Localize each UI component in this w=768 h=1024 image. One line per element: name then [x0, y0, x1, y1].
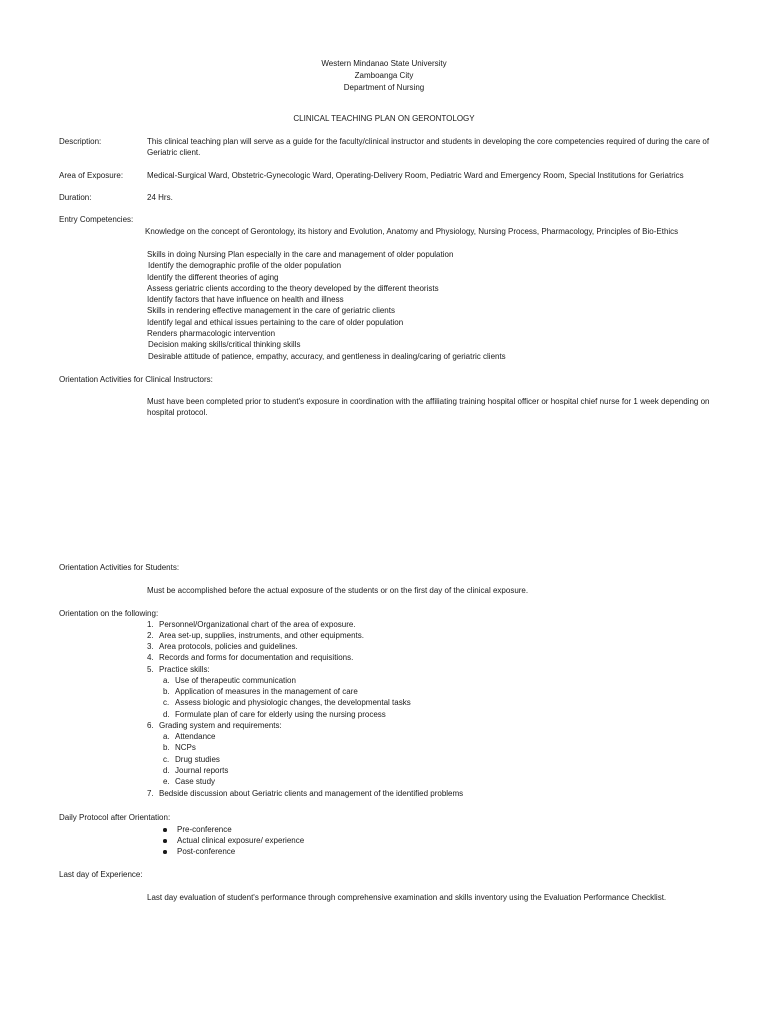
skill-item: Identify the different theories of aging: [147, 272, 279, 282]
skill-item: Renders pharmacologic intervention: [147, 329, 276, 339]
skill-item: Skills in doing Nursing Plan especially in the care and management of older population: [147, 250, 454, 259]
orientation-students-label: Orientation Activities for Students:: [59, 563, 180, 572]
orientation-instructors-text: Must have been completed prior to student's exposure in coordination with the affiliating training hospital officer or hospital chief nurse for 1 week depending on hospital protocol.: [147, 397, 710, 418]
duration-text: 24 Hrs.: [147, 193, 173, 202]
skill-item: Identify factors that have influence on health and illness: [147, 295, 344, 305]
skill-item: Assess geriatric clients according to the theory developed by the different theorists: [147, 283, 439, 293]
university-name: Western Mindanao State University: [321, 59, 447, 68]
city-name: Zamboanga City: [354, 71, 414, 80]
orientation-instructors-label: Orientation Activities for Clinical Instructors:: [59, 375, 213, 384]
orientation-students-text: Must be accomplished before the actual exposure of the students or on the first day of the clinical exposure.: [147, 586, 529, 595]
description-text: This clinical teaching plan will serve as a guide for the faculty/clinical instructor and students in developing the core competencies required of during the care of Geriatric client.: [147, 137, 710, 158]
duration-label: Duration:: [59, 193, 92, 202]
entry-knowledge-text: Knowledge on the concept of Gerontology, its history and Evolution, Anatomy and Physiology, Nursing Process, Pharmacology, Principles of Bio-Ethics: [145, 227, 679, 236]
daily-protocol-label: Daily Protocol after Orientation:: [59, 813, 171, 822]
area-of-exposure-label: Area of Exposure:: [59, 171, 124, 180]
skill-item: Identify the demographic profile of the older population: [148, 261, 342, 271]
skill-item: Identify legal and ethical issues pertaining to the care of older population: [147, 317, 404, 327]
skill-item: Decision making skills/critical thinking skills: [148, 340, 301, 350]
description-label: Description:: [59, 137, 102, 146]
department-name: Department of Nursing: [343, 83, 425, 92]
last-day-label: Last day of Experience:: [59, 870, 143, 879]
entry-competencies-label: Entry Competencies:: [59, 215, 134, 224]
skill-item: Desirable attitude of patience, empathy, accuracy, and gentleness in dealing/caring of geriatric clients: [148, 351, 506, 361]
document-title: CLINICAL TEACHING PLAN ON GERONTOLOGY: [293, 114, 475, 123]
bullet-icon: [163, 839, 167, 843]
last-day-text: Last day evaluation of student's performance through comprehensive examination and skills inventory using the Evaluation Performance Checklist.: [147, 893, 667, 902]
skill-item: Skills in rendering effective management in the care of geriatric clients: [147, 306, 395, 316]
orientation-following-label: Orientation on the following:: [59, 609, 159, 618]
bullet-icon: [163, 828, 167, 832]
skills-list: [147, 249, 506, 362]
area-of-exposure-text: Medical-Surgical Ward, Obstetric-Gynecologic Ward, Operating-Delivery Room, Pediatric Ward and Emergency Room, Special Institutions for Geriatrics: [147, 171, 684, 180]
bullet-icon: [163, 850, 167, 854]
